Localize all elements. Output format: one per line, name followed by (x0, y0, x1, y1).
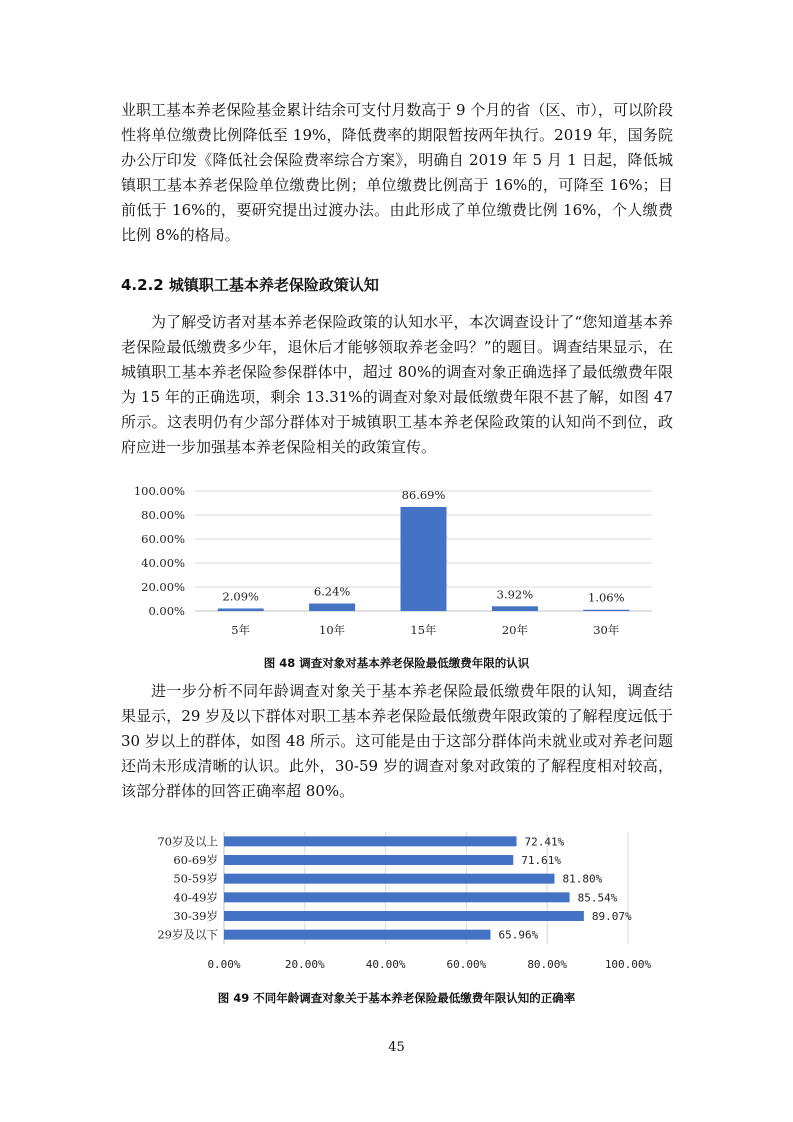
bar-4 (224, 892, 570, 902)
data-label: 86.69% (401, 487, 446, 502)
y-tick-label: 29岁及以下 (157, 927, 218, 942)
bar-2 (224, 855, 513, 865)
paragraph-policy-awareness: 为了解受访者对基本养老保险政策的认知水平，本次调查设计了“您知道基本养老保险最低缴费多少年，退休后才能够领取养老金吗？”的题目。调查结果显示，在城镇职工基本养老保险参保群体中，超过 80%的调查对象正确选择了最低缴费年限为 15 年的正确选项，剩余 13.31%的调查对象对最低缴费年限不甚了解，如图 47 所示。这表明仍有少部分群体对于城镇职工基本养老保险政策的认知尚不到位，政府应进一步加强基本养老保险相关的政策宣传。 (121, 313, 673, 456)
y-tick-label: 30-39岁 (173, 909, 218, 923)
x-tick-label: 15年 (410, 623, 437, 637)
paragraph-age-analysis: 进一步分析不同年龄调查对象关于基本养老保险最低缴费年限的认知，调查结果显示，29 岁及以下群体对职工基本养老保险最低缴费年限政策的了解程度远低于 30 岁以上的群体，如图 48 所示。这可能是由于这部分群体尚未就业或对养老问题还尚未形成清晰的认识。此外，30-59 岁的调查对象对政策的了解程度相对较高，该部分群体的回答正确率超 80%。 (121, 682, 673, 800)
y-tick-label: 100.00% (133, 484, 185, 498)
y-tick-label: 80.00% (141, 508, 185, 522)
data-label: 85.54% (577, 891, 618, 905)
data-label: 3.92% (496, 587, 534, 602)
x-tick-label: 5年 (231, 623, 251, 637)
figure-48-caption: 图 48 调查对象对基本养老保险最低缴费年限的认识 (263, 656, 530, 670)
y-tick-label: 20.00% (141, 580, 185, 594)
y-tick-label: 50-59岁 (173, 871, 218, 886)
bar-3 (224, 874, 554, 884)
y-tick-label: 0.00% (148, 604, 185, 618)
bar-1 (224, 836, 517, 846)
x-tick-label: 60.00% (446, 958, 487, 971)
section-heading: 4.2.2 城镇职工基本养老保险政策认知 (121, 276, 379, 294)
x-tick-label: 40.00% (365, 958, 406, 971)
x-tick-label: 100.00% (604, 958, 652, 971)
data-label: 71.61% (521, 854, 562, 867)
page-number: 45 (388, 1040, 405, 1055)
data-label: 2.09% (222, 589, 259, 604)
data-label: 89.07% (591, 910, 632, 923)
x-tick-label: 30年 (593, 623, 620, 637)
paragraph-intro: 业职工基本养老保险基金累计结余可支付月数高于 9 个月的省（区、市），可以阶段性将单位缴费比例降低至 19%，降低费率的期限暂按两年执行。2019 年，国务院办公厅印发《降低社会保险费率综合方案》，明确自 2019 年 5 月 1 日起，降低城镇职工基本养老保险单位缴费比例；单位缴费比例高于 16%的，可降至 16%；目前低于 16%的，要研究提出过渡办法。由此形成了单位缴费比例 16%，个人缴费比例 8%的格局。 (121, 101, 673, 244)
bar-5 (224, 911, 584, 921)
y-tick-label: 60-69岁 (173, 853, 218, 867)
x-tick-label: 20年 (501, 623, 528, 637)
data-label: 65.96% (498, 928, 539, 942)
y-tick-label: 40-49岁 (173, 890, 218, 905)
data-label: 1.06% (588, 590, 625, 605)
data-label: 72.41% (524, 835, 565, 849)
y-tick-label: 60.00% (141, 532, 185, 546)
bar-6 (224, 930, 490, 940)
y-tick-label: 40.00% (141, 556, 185, 570)
x-tick-label: 10年 (319, 623, 346, 637)
x-tick-label: 80.00% (527, 958, 568, 971)
x-tick-label: 20.00% (284, 958, 325, 971)
data-label: 6.24% (313, 584, 351, 599)
x-tick-label: 0.00% (207, 958, 241, 971)
figure-49-caption: 图 49 不同年龄调查对象关于基本养老保险最低缴费年限认知的正确率 (217, 991, 576, 1005)
y-tick-label: 70岁及以上 (157, 834, 218, 849)
data-label: 81.80% (562, 872, 603, 886)
